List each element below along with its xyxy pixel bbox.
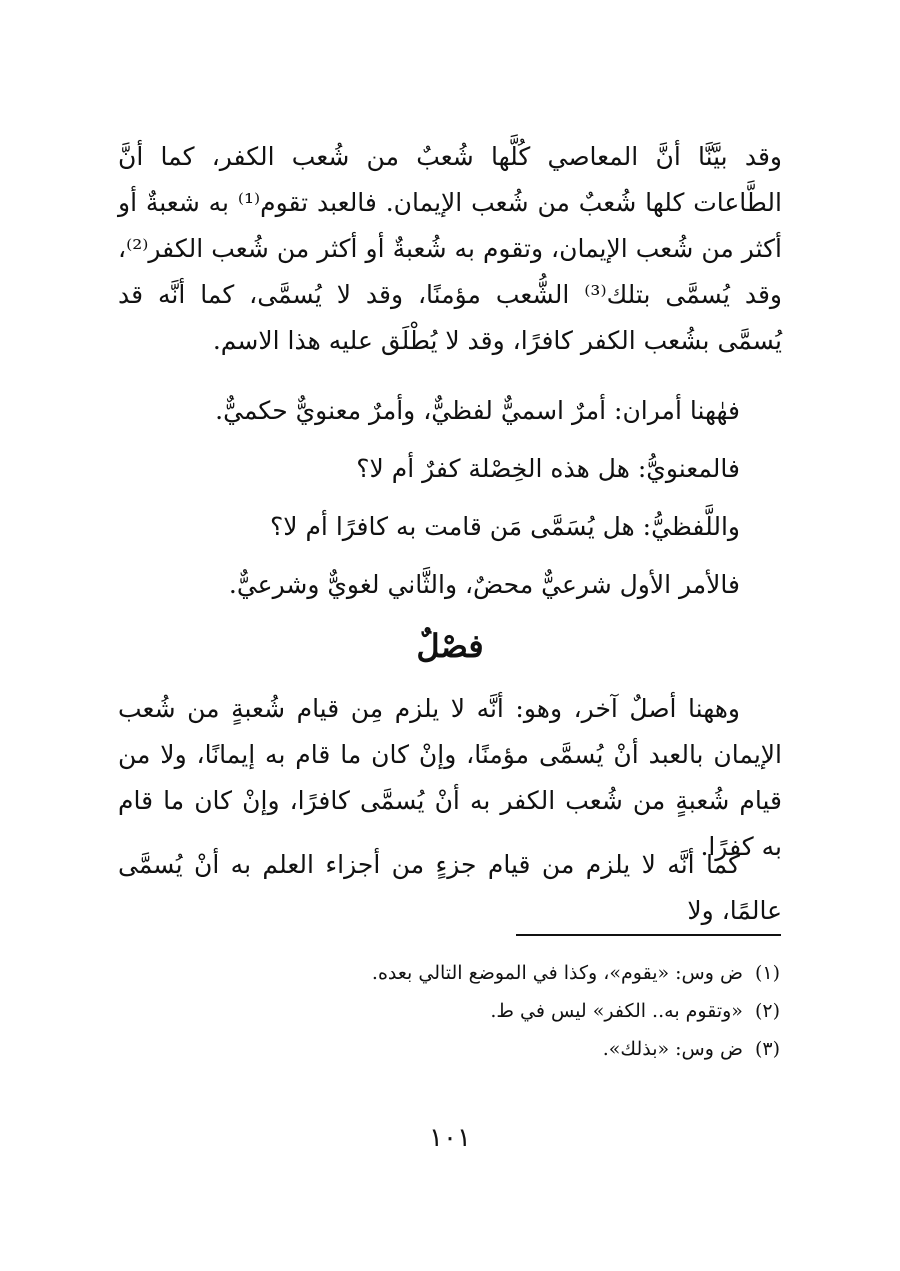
footnote-item: [118, 994, 780, 1032]
statement-line: فالأمر الأول شرعيٌّ محضٌ، والثَّاني لغويٌّ وشرعيٌّ.: [228, 570, 740, 599]
section-heading: فصْلٌ: [416, 627, 484, 665]
statement-line: فهٰهنا أمران: أمرٌ اسميٌّ لفظيٌّ، وأمرٌ معنويٌّ حكميٌّ.: [215, 396, 740, 425]
footnotes: [118, 956, 780, 1070]
statement-line: واللَّفظيُّ: هل يُسَمَّى مَن قامت به كافرًا أم لا؟: [269, 512, 740, 541]
paragraph-2-text: وههنا أصلٌ آخر، وهو: أنَّه لا يلزم مِن قيام شُعبةٍ من شُعب الإيمان بالعبد أنْ يُسمَّى مؤمنًا، وإنْ كان ما قام به إيمانًا، ولا من قيام شُعبةٍ من شُعب الكفر به أنْ يُسمَّى كافرًا، وإنْ كان ما قام به كفرًا.: [118, 694, 782, 861]
footnote-text: ض وس: «يقوم»، وكذا في الموضع التالي بعده.: [371, 962, 743, 984]
footnote-divider: [516, 934, 781, 936]
footnote-item: [118, 956, 780, 994]
paragraph-1-text: وقد بيَّنَّا أنَّ المعاصي كُلَّها شُعبٌ من شُعب الكفر، كما أنَّ الطَّاعات كلها شُعبٌ من شُعب الإيمان. فالعبد تقوم⁽¹⁾ به شعبةٌ أو أكثر من شُعب الإيمان، وتقوم به شُعبةٌ أو أكثر من شُعب الكفر⁽²⁾، وقد يُسمَّى بتلك⁽³⁾ الشُّعب مؤمنًا، وقد لا يُسمَّى، كما أنَّه قد يُسمَّى بشُعب الكفر كافرًا، وقد لا يُطْلَق عليه هذا الاسم.: [118, 142, 782, 355]
footnote-item: [118, 1032, 780, 1070]
footnote-number: (٢): [754, 1000, 780, 1022]
statement-line: فالمعنويُّ: هل هذه الخِصْلة كفرٌ أم لا؟: [356, 454, 740, 483]
paragraph-1: [118, 134, 782, 364]
footnote-text: ض وس: «بذلك».: [602, 1038, 743, 1060]
paragraph-3: [118, 842, 782, 934]
footnote-number: (٣): [754, 1038, 780, 1060]
paragraph-3-text: كما أنَّه لا يلزم من قيام جزءٍ من أجزاء العلم به أنْ يُسمَّى عالمًا، ولا: [118, 850, 782, 925]
footnote-text: «وتقوم به.. الكفر» ليس في ط.: [490, 1000, 743, 1022]
footnote-number: (١): [754, 962, 780, 984]
indented-statements: [118, 386, 740, 618]
page-number: ١٠١: [429, 1123, 471, 1153]
